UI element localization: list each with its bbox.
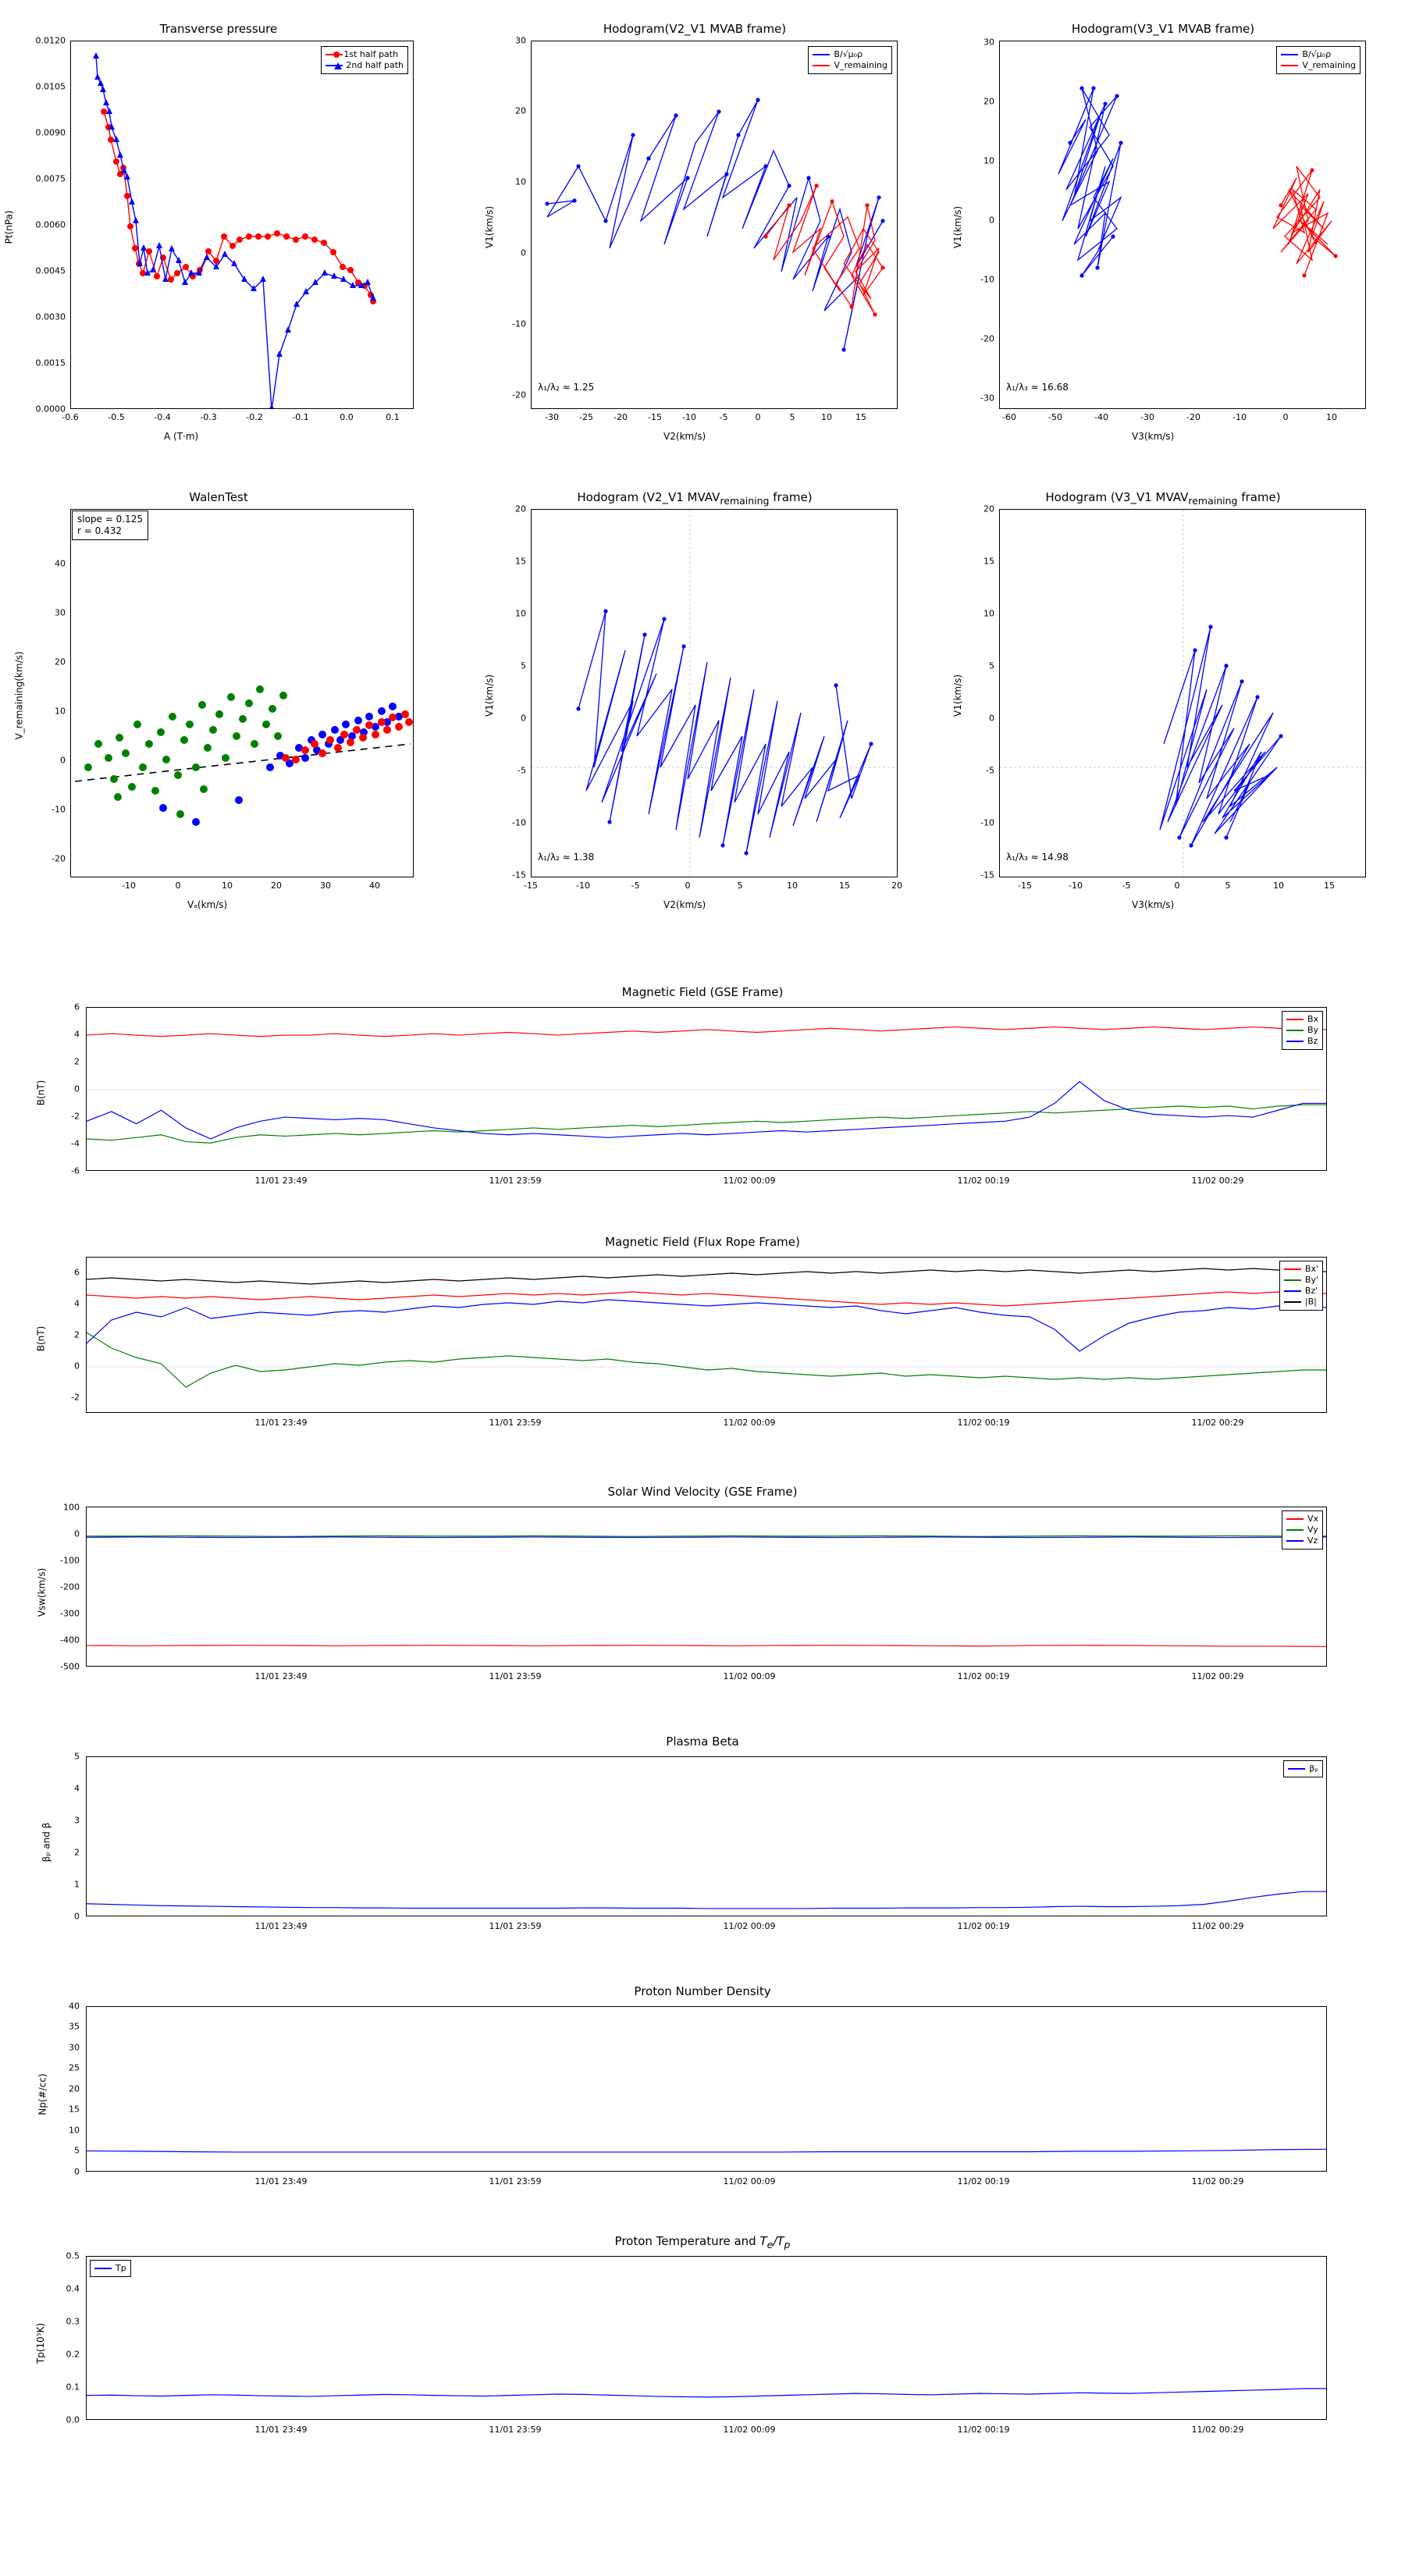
y-tick: 0.5 <box>66 2250 80 2261</box>
y-tick: 4 <box>74 1783 80 1794</box>
y-tick: 30 <box>515 35 526 46</box>
y-tick: 20 <box>515 105 526 116</box>
x-tick: 0 <box>1174 881 1180 891</box>
y-tick: 15 <box>69 2104 80 2115</box>
x-tick: 30 <box>320 881 331 891</box>
legend <box>1282 1510 1323 1550</box>
x-tick: 5 <box>737 881 743 891</box>
y-tick: 0.0075 <box>35 173 66 184</box>
y-tick: 5 <box>74 2145 80 2156</box>
y-tick: 0.0000 <box>35 404 66 415</box>
x-tick: 40 <box>369 881 380 891</box>
legend-entry <box>1286 1025 1318 1036</box>
y-tick: -100 <box>60 1555 80 1566</box>
chart-title: Hodogram(V3_V1 MVAB frame) <box>1071 22 1255 36</box>
x-tick: 10 <box>1326 412 1337 422</box>
chart-title: Proton Number Density <box>634 1984 771 1998</box>
y-tick: -200 <box>60 1582 80 1592</box>
y-tick: 0.0090 <box>35 127 66 138</box>
y-axis-label: Pt(nPa) <box>3 210 15 244</box>
x-tick: -10 <box>1069 881 1083 891</box>
plot-area <box>86 1257 1327 1413</box>
y-tick: -20 <box>512 390 526 400</box>
y-tick: -10 <box>52 804 66 815</box>
x-axis-label: Vₐ(km/s) <box>187 899 228 910</box>
y-tick: 0 <box>989 215 994 226</box>
x-tick: 11/01 23:59 <box>489 1418 542 1428</box>
y-tick: 0.4 <box>66 2283 80 2294</box>
panel-transverse-pressure <box>0 0 468 445</box>
y-tick: 30 <box>69 2042 80 2053</box>
chart-title: Proton Temperature and $T_e/T_p$ <box>614 2234 791 2250</box>
plot-area <box>531 509 898 877</box>
x-tick: 11/01 23:49 <box>254 1921 308 1931</box>
x-tick: -15 <box>648 412 662 422</box>
panel-proton-temperature <box>0 2225 1405 2475</box>
x-tick: 11/01 23:49 <box>254 1671 308 1681</box>
x-tick: 11/02 00:29 <box>1191 1176 1244 1186</box>
x-tick: -15 <box>1018 881 1032 891</box>
panel-hodogram-v2v1-mvab <box>468 0 937 445</box>
y-tick: 10 <box>984 155 994 166</box>
legend-entry <box>1286 1014 1318 1025</box>
y-tick: 5 <box>989 660 994 671</box>
x-axis-label: V2(km/s) <box>663 899 706 910</box>
hodogram-v3v1-mvav-data <box>1000 510 1366 877</box>
y-tick: 10 <box>55 706 66 717</box>
x-tick: 5 <box>789 412 795 422</box>
chart-title: Plasma Beta <box>666 1735 739 1749</box>
x-tick: 11/02 00:19 <box>957 1176 1010 1186</box>
x-tick: -25 <box>579 412 593 422</box>
y-tick: 0 <box>74 1083 80 1094</box>
x-tick: -60 <box>1002 412 1016 422</box>
legend-entry <box>1284 1275 1318 1286</box>
y-tick: -15 <box>980 870 994 881</box>
plot-area <box>70 41 414 409</box>
chart-title: Transverse pressure <box>159 22 278 36</box>
y-tick: -300 <box>60 1608 80 1619</box>
legend <box>1276 46 1361 74</box>
y-tick: 100 <box>63 1502 80 1513</box>
plasma-beta-line <box>87 1757 1327 1916</box>
x-tick: -30 <box>545 412 559 422</box>
correlation-value: r = 0.432 <box>77 525 122 536</box>
legend-label: Vx <box>1307 1514 1318 1524</box>
y-tick: 0.2 <box>66 2349 80 2360</box>
y-tick: 0 <box>60 755 66 766</box>
legend <box>1282 1011 1323 1050</box>
x-tick: 11/02 00:09 <box>723 1671 776 1681</box>
plot-area <box>999 41 1366 409</box>
y-tick: 15 <box>984 556 994 567</box>
panel-hodogram-v2v1-mvav <box>468 468 937 913</box>
x-tick: -10 <box>576 881 590 891</box>
y-tick: -2 <box>71 1111 80 1122</box>
legend-entry <box>325 60 404 71</box>
plot-area <box>86 2256 1327 2420</box>
y-tick: 0 <box>989 713 994 724</box>
x-tick: -5 <box>1122 881 1131 891</box>
y-axis-label: V_remaining(km/s) <box>13 651 25 740</box>
legend-label: 1st half path <box>343 49 399 59</box>
y-tick: 30 <box>55 607 66 618</box>
legend-label: Bz' <box>1304 1286 1318 1296</box>
panel-walen-test <box>0 468 468 913</box>
legend-label: |B| <box>1304 1297 1317 1307</box>
x-tick: -50 <box>1048 412 1062 422</box>
y-tick: 0.0120 <box>35 35 66 46</box>
y-tick: -10 <box>980 817 994 828</box>
x-tick: -0.4 <box>154 412 171 422</box>
fit-statistics-box <box>72 511 148 540</box>
x-tick: 11/02 00:09 <box>723 2425 776 2435</box>
panel-solar-wind-velocity <box>0 1475 1405 1710</box>
legend-entry <box>1286 1525 1318 1535</box>
x-tick: -0.3 <box>200 412 217 422</box>
y-tick: 20 <box>515 503 526 514</box>
legend-label: By <box>1307 1025 1318 1035</box>
y-tick: 0 <box>74 1528 80 1539</box>
chart-title: Magnetic Field (GSE Frame) <box>621 985 784 999</box>
x-tick: 10 <box>787 881 798 891</box>
legend <box>321 46 408 74</box>
x-tick: 15 <box>1324 881 1335 891</box>
y-tick: 5 <box>521 660 526 671</box>
legend-entry <box>813 49 887 60</box>
x-tick: 0.1 <box>386 412 400 422</box>
legend-label: Bx <box>1307 1014 1318 1024</box>
panel-proton-number-density <box>0 1975 1405 2209</box>
y-axis-label: V1(km/s) <box>484 205 496 249</box>
y-tick: -4 <box>71 1138 80 1149</box>
chart-title: Magnetic Field (Flux Rope Frame) <box>605 1235 800 1249</box>
x-tick: -0.1 <box>292 412 309 422</box>
walen-test-data <box>71 510 414 877</box>
chart-title: Hodogram (V3_V1 $MVAV_{remaining}$ frame) <box>1045 490 1281 507</box>
transverse-pressure-data <box>71 41 414 409</box>
mag-flux-rope-lines <box>87 1258 1327 1413</box>
legend-label: Vy <box>1307 1525 1318 1535</box>
y-tick: -20 <box>52 853 66 864</box>
legend-entry <box>1286 1036 1318 1047</box>
y-axis-label: V1(km/s) <box>952 205 964 249</box>
x-tick: -40 <box>1094 412 1108 422</box>
y-tick: -5 <box>986 765 994 776</box>
solar-wind-lines <box>87 1507 1327 1667</box>
mag-gse-lines <box>87 1008 1327 1171</box>
legend-label: Vz <box>1307 1535 1318 1546</box>
y-tick: -20 <box>980 333 994 344</box>
x-tick: -20 <box>614 412 628 422</box>
x-tick: 10 <box>1273 881 1284 891</box>
legend-label: V_remaining <box>834 60 887 70</box>
y-axis-label: Tp(10⁵K) <box>35 2322 47 2364</box>
x-tick: 20 <box>891 881 902 891</box>
chart-title: Hodogram (V2_V1 $MVAV_{remaining}$ frame) <box>577 490 813 507</box>
x-tick: 0 <box>175 881 181 891</box>
legend-entry <box>1286 1535 1318 1546</box>
x-axis-label: V3(km/s) <box>1132 899 1175 910</box>
y-tick: 5 <box>74 1751 80 1762</box>
y-tick: 35 <box>69 2021 80 2032</box>
x-tick: 0.0 <box>340 412 354 422</box>
x-tick: 11/02 00:19 <box>957 2425 1010 2435</box>
y-tick: 0.1 <box>66 2382 80 2393</box>
y-tick: 2 <box>74 1847 80 1858</box>
proton-temperature-line <box>87 2257 1327 2420</box>
legend-label: B/√μ₀ρ <box>834 49 863 59</box>
x-tick: 10 <box>821 412 832 422</box>
eigenvalue-ratio-annotation: λ₁/λ₃ ≈ 16.68 <box>1006 382 1069 393</box>
proton-density-line <box>87 2007 1327 2172</box>
x-tick: 10 <box>222 881 233 891</box>
y-tick: 15 <box>515 556 526 567</box>
panel-hodogram-v3v1-mvav <box>937 468 1405 913</box>
y-tick: 0.0105 <box>35 81 66 92</box>
plot-area <box>86 1756 1327 1916</box>
chart-title: Hodogram(V2_V1 MVAB frame) <box>603 22 787 36</box>
y-tick: 2 <box>74 1329 80 1340</box>
x-tick: -10 <box>682 412 696 422</box>
y-tick: 0 <box>74 1911 80 1922</box>
y-tick: 30 <box>984 37 994 48</box>
y-axis-label: Vsw(km/s) <box>36 1567 48 1617</box>
x-tick: -5 <box>631 881 640 891</box>
y-tick: 0.0015 <box>35 358 66 368</box>
x-tick: 11/01 23:59 <box>489 1921 542 1931</box>
x-tick: 0 <box>1282 412 1289 422</box>
y-tick: 6 <box>74 1267 80 1278</box>
legend-entry <box>94 2263 126 2274</box>
y-tick: -6 <box>71 1165 80 1176</box>
y-axis-label: V1(km/s) <box>484 674 496 717</box>
panel-magnetic-field-gse <box>0 976 1405 1210</box>
x-tick: 11/01 23:49 <box>254 2425 308 2435</box>
legend-label: Bx' <box>1304 1264 1318 1274</box>
legend-entry <box>1284 1286 1318 1297</box>
y-tick: -10 <box>512 318 526 329</box>
y-tick: 0 <box>521 247 526 258</box>
plot-area <box>70 509 414 877</box>
x-tick: -0.5 <box>108 412 125 422</box>
y-tick: -15 <box>512 870 526 881</box>
y-tick: 10 <box>69 2125 80 2136</box>
legend-entry <box>1284 1297 1318 1308</box>
y-axis-label: V1(km/s) <box>952 674 964 717</box>
x-tick: 15 <box>855 412 866 422</box>
y-tick: 0 <box>74 1361 80 1372</box>
x-axis-label: V2(km/s) <box>663 431 706 442</box>
legend <box>1279 1261 1323 1311</box>
plot-area <box>86 2006 1327 2172</box>
y-axis-label: B(nT) <box>35 1080 47 1106</box>
y-tick: 4 <box>74 1298 80 1309</box>
y-tick: -10 <box>512 817 526 828</box>
x-tick: -0.6 <box>62 412 79 422</box>
y-tick: -10 <box>980 274 994 285</box>
plot-area <box>86 1507 1327 1667</box>
y-tick: -30 <box>980 393 994 404</box>
y-tick: -5 <box>518 765 526 776</box>
y-tick: -500 <box>60 1661 80 1672</box>
x-tick: 11/01 23:49 <box>254 1418 308 1428</box>
x-tick: -5 <box>719 412 728 422</box>
x-tick: 11/02 00:09 <box>723 1418 776 1428</box>
legend-label: Tp <box>116 2263 126 2273</box>
panel-plasma-beta <box>0 1725 1405 1959</box>
x-tick: 11/02 00:09 <box>723 2176 776 2186</box>
y-tick: 40 <box>69 2001 80 2012</box>
legend-entry <box>1288 1763 1318 1774</box>
legend-entry <box>1281 60 1356 71</box>
y-tick: 2 <box>74 1056 80 1067</box>
y-axis-label: βₚ and β <box>41 1822 52 1863</box>
y-tick: -400 <box>60 1635 80 1646</box>
panel-hodogram-v3v1-mvab <box>937 0 1405 445</box>
legend <box>90 2260 131 2277</box>
legend <box>1283 1760 1323 1777</box>
y-tick: 4 <box>74 1029 80 1040</box>
x-tick: 11/02 00:19 <box>957 1921 1010 1931</box>
legend-label: By' <box>1304 1275 1318 1285</box>
x-tick: -15 <box>524 881 538 891</box>
slope-value: slope = 0.125 <box>77 514 143 525</box>
x-tick: 11/01 23:59 <box>489 2425 542 2435</box>
x-tick: -10 <box>122 881 136 891</box>
x-tick: -20 <box>1186 412 1200 422</box>
x-tick: 11/02 00:29 <box>1191 1671 1244 1681</box>
plot-area <box>86 1007 1327 1171</box>
chart-title: WalenTest <box>189 490 248 504</box>
legend <box>808 46 892 74</box>
x-tick: -10 <box>1232 412 1247 422</box>
legend-entry <box>813 60 887 71</box>
y-tick: 1 <box>74 1879 80 1890</box>
x-tick: -30 <box>1140 412 1154 422</box>
x-tick: 11/02 00:19 <box>957 2176 1010 2186</box>
y-tick: 3 <box>74 1815 80 1826</box>
y-tick: 10 <box>984 608 994 619</box>
y-tick: 0.3 <box>66 2316 80 2327</box>
y-tick: 0.0045 <box>35 265 66 276</box>
y-tick: 0.0060 <box>35 219 66 230</box>
hodogram-v2v1-mvab-data <box>532 41 898 409</box>
y-tick: 6 <box>74 1002 80 1012</box>
legend-label: βₚ <box>1309 1763 1318 1774</box>
x-tick: 11/02 00:29 <box>1191 2425 1244 2435</box>
chart-title: Solar Wind Velocity (GSE Frame) <box>607 1485 798 1499</box>
eigenvalue-ratio-annotation: λ₁/λ₃ ≈ 14.98 <box>1006 852 1069 863</box>
x-tick: 15 <box>839 881 850 891</box>
x-tick: 11/01 23:49 <box>254 1176 308 1186</box>
y-tick: 0.0030 <box>35 311 66 322</box>
y-tick: -2 <box>71 1392 80 1403</box>
x-tick: 0 <box>755 412 761 422</box>
x-tick: 11/02 00:09 <box>723 1176 776 1186</box>
y-axis-label: B(nT) <box>35 1325 47 1352</box>
y-tick: 10 <box>515 608 526 619</box>
x-tick: 11/02 00:29 <box>1191 1418 1244 1428</box>
plot-area <box>999 509 1366 877</box>
x-tick: 11/01 23:59 <box>489 2176 542 2186</box>
x-tick: 0 <box>685 881 691 891</box>
y-tick: 25 <box>69 2062 80 2073</box>
x-tick: 11/02 00:19 <box>957 1671 1010 1681</box>
x-tick: 5 <box>1225 881 1231 891</box>
x-tick: 11/01 23:49 <box>254 2176 308 2186</box>
x-tick: 11/02 00:09 <box>723 1921 776 1931</box>
legend-label: Bz <box>1307 1036 1318 1046</box>
y-tick: 20 <box>984 503 994 514</box>
x-tick: 20 <box>271 881 282 891</box>
y-tick: 0 <box>74 2166 80 2177</box>
legend-entry <box>1286 1514 1318 1525</box>
x-tick: 11/02 00:19 <box>957 1418 1010 1428</box>
x-axis-label: V3(km/s) <box>1132 431 1175 442</box>
x-axis-label: A (T·m) <box>164 431 199 442</box>
legend-label: 2nd half path <box>346 60 404 70</box>
x-tick: 11/01 23:59 <box>489 1671 542 1681</box>
hodogram-v3v1-mvab-data <box>1000 41 1366 409</box>
panel-magnetic-field-flux-rope <box>0 1226 1405 1460</box>
y-tick: 0 <box>521 713 526 724</box>
y-tick: 20 <box>984 96 994 107</box>
legend-entry <box>325 49 404 60</box>
y-tick: 40 <box>55 558 66 569</box>
legend-label: B/√μ₀ρ <box>1302 49 1332 59</box>
legend-entry <box>1281 49 1356 60</box>
legend-label: V_remaining <box>1302 60 1356 70</box>
eigenvalue-ratio-annotation: λ₁/λ₂ ≈ 1.25 <box>538 382 595 393</box>
x-tick: -0.2 <box>246 412 263 422</box>
y-axis-label: Np(#/cc) <box>37 2073 48 2115</box>
hodogram-v2v1-mvav-data <box>532 510 898 877</box>
x-tick: 11/01 23:59 <box>489 1176 542 1186</box>
y-tick: 0.0 <box>66 2414 80 2425</box>
y-tick: 20 <box>69 2083 80 2094</box>
x-tick: 11/02 00:29 <box>1191 2176 1244 2186</box>
y-tick: 20 <box>55 656 66 667</box>
x-tick: 11/02 00:29 <box>1191 1921 1244 1931</box>
y-tick: 10 <box>515 176 526 187</box>
legend-entry <box>1284 1264 1318 1275</box>
eigenvalue-ratio-annotation: λ₁/λ₂ ≈ 1.38 <box>538 852 595 863</box>
plot-area <box>531 41 898 409</box>
